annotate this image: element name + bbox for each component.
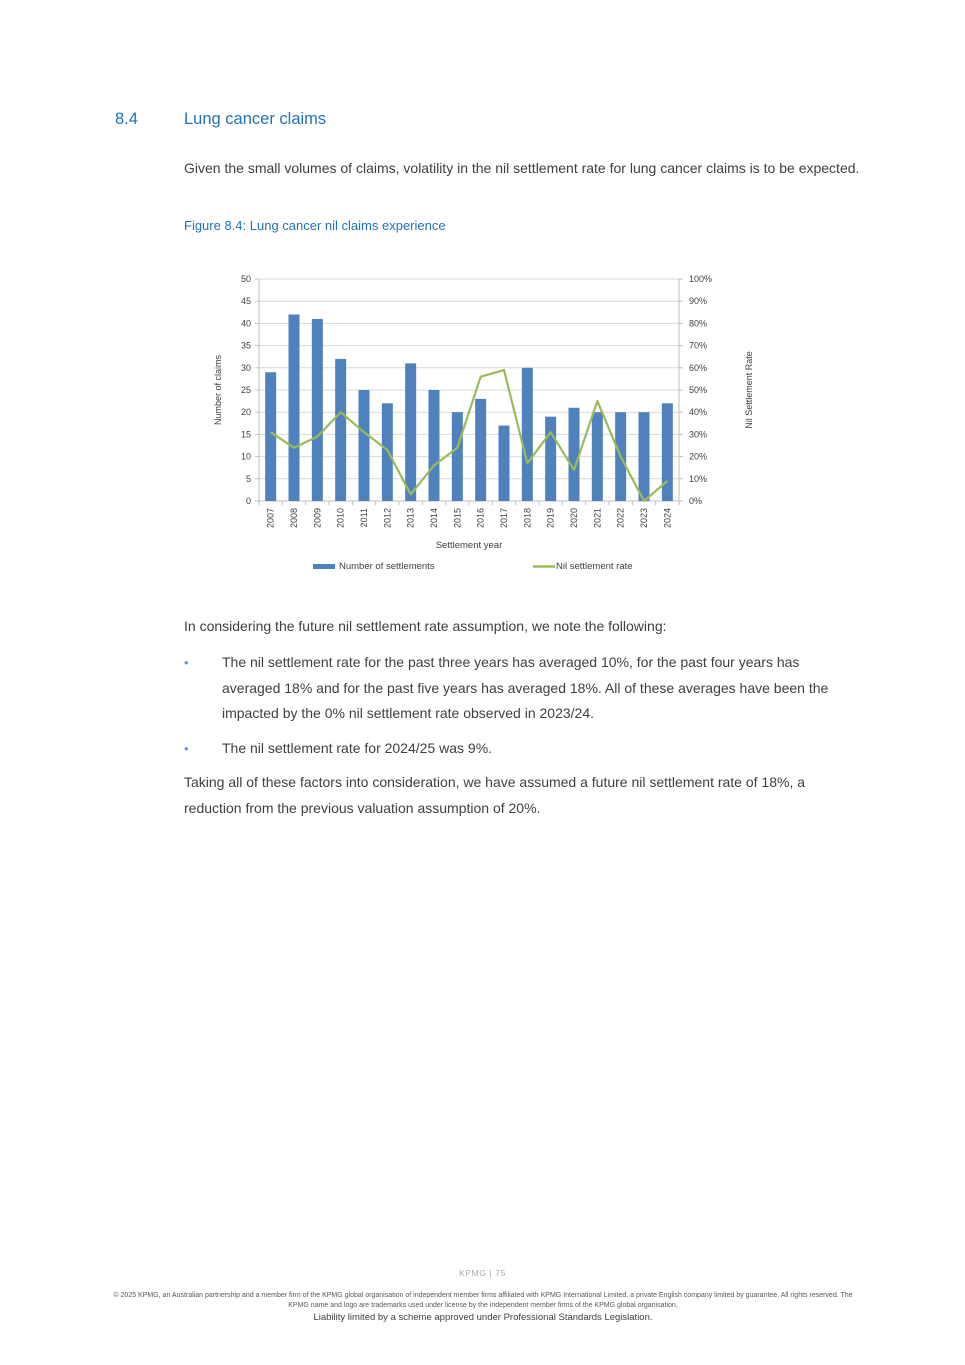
chart-bar: [639, 412, 650, 501]
chart-bar: [335, 359, 346, 501]
x-tick-label: 2011: [359, 508, 369, 528]
x-tick-label: 2020: [569, 508, 579, 529]
chart-bar: [545, 417, 556, 501]
chart-bar: [265, 372, 276, 501]
x-tick-label: 2010: [335, 508, 346, 529]
bullet-icon: •: [184, 655, 189, 670]
page-number: KPMG | 75: [459, 1268, 506, 1278]
bullet-text: The nil settlement rate for 2024/25 was 9%.: [222, 740, 493, 756]
x-tick-label: 2016: [475, 508, 486, 529]
left-tick-label: 50: [240, 274, 251, 284]
right-tick-label: 70%: [689, 340, 708, 351]
chart-bar: [452, 412, 463, 501]
right-tick-label: 90%: [689, 296, 708, 307]
x-tick-label: 2009: [312, 508, 323, 529]
left-axis-title: Number of claims: [213, 354, 223, 426]
x-tick-label: 2019: [545, 508, 556, 529]
x-tick-label: 2017: [499, 508, 509, 529]
x-tick-label: 2014: [429, 508, 439, 529]
x-tick-label: 2013: [405, 508, 416, 529]
x-tick-label: 2021: [592, 508, 603, 529]
x-tick-label: 2012: [382, 508, 393, 529]
x-axis-title: Settlement year: [435, 540, 503, 551]
legend-bar-swatch: [313, 564, 335, 569]
x-tick-label: 2008: [289, 508, 299, 529]
bullet-text: The nil settlement rate for the past three years has averaged 10%, for the past four years has averaged 18% and for the past five years has averaged 18%. All of these averages have been the impacted by the 0% nil settlement rate observed in 2023/24.: [222, 654, 829, 721]
list-item: [184, 650, 860, 727]
list-item: [184, 736, 860, 762]
chart-bar: [499, 426, 510, 501]
right-tick-label: 40%: [689, 407, 708, 418]
left-tick-label: 25: [240, 385, 251, 395]
chart-bar: [359, 390, 370, 501]
chart-bar: [289, 315, 300, 501]
left-tick-label: 0: [245, 496, 251, 506]
x-tick-label: 2007: [265, 508, 276, 529]
left-tick-label: 30: [240, 362, 251, 373]
bullet-icon: •: [184, 741, 189, 756]
right-tick-label: 0%: [689, 496, 703, 506]
left-tick-label: 15: [240, 429, 251, 440]
right-axis-title: Nil Settlement Rate: [744, 351, 754, 429]
left-tick-label: 45: [240, 296, 251, 307]
right-tick-label: 100%: [689, 274, 713, 284]
right-tick-label: 60%: [689, 362, 708, 373]
left-tick-label: 10: [240, 451, 251, 462]
considering-paragraph: In considering the future nil settlement rate assumption, we note the following:: [184, 618, 667, 634]
right-tick-label: 80%: [689, 318, 708, 329]
x-tick-label: 2022: [615, 508, 626, 529]
chart-bar: [312, 319, 323, 501]
chart-bar: [429, 390, 440, 501]
section-heading: [115, 110, 875, 129]
left-tick-label: 20: [240, 407, 251, 418]
left-tick-label: 5: [245, 473, 251, 484]
section-title: Lung cancer claims: [184, 110, 327, 128]
x-tick-label: 2015: [452, 508, 463, 529]
right-tick-label: 20%: [689, 451, 708, 462]
closing-paragraph: Taking all of these factors into consideration, we have assumed a future nil settlement rate of 18%, a reduction from the previous valuation assumption of 20%.: [184, 774, 806, 816]
x-tick-label: 2023: [639, 508, 649, 529]
intro-paragraph: Given the small volumes of claims, volatility in the nil settlement rate for lung cancer claims is to be expected.: [184, 160, 860, 176]
section-number: 8.4: [115, 110, 138, 128]
right-tick-label: 50%: [689, 385, 708, 395]
chart-bar: [405, 363, 416, 501]
left-tick-label: 40: [240, 318, 251, 329]
figure-chart: [203, 258, 763, 596]
chart-bar: [592, 412, 603, 501]
footer-liability: Liability limited by a scheme approved under Professional Standards Legislation.: [313, 1312, 653, 1323]
legend-label: Number of settlements: [339, 561, 435, 572]
right-tick-label: 10%: [689, 473, 708, 484]
left-tick-label: 35: [240, 340, 251, 351]
x-tick-label: 2018: [522, 508, 533, 529]
figure-caption: Figure 8.4: Lung cancer nil claims experience: [184, 218, 446, 233]
x-tick-label: 2024: [662, 508, 673, 529]
chart-bar: [662, 403, 673, 501]
chart-bar: [522, 368, 533, 501]
footer-copyright: © 2025 KPMG, an Australian partnership and a member firm of the KPMG global organisation of independent member firms affiliated with KPMG International Limited, a private English company limited by guarantee. All rights reserved. The KPMG name and logo are trademarks used under license by the independent member firms of the KPMG global organisation.: [113, 1292, 853, 1309]
chart-bar: [475, 399, 486, 501]
legend-label: Nil settlement rate: [556, 561, 633, 572]
right-tick-label: 30%: [689, 429, 708, 440]
chart-bar: [569, 408, 580, 501]
combo-chart: [203, 258, 763, 596]
